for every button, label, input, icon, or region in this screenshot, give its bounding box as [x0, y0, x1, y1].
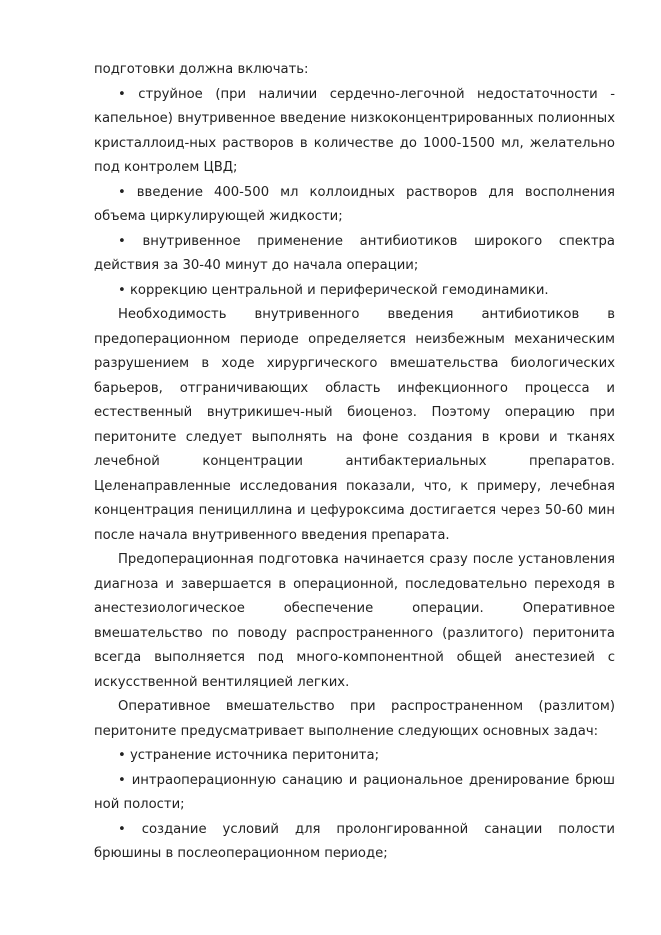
bullet-item-colloids: • введение 400-500 мл коллоидных растворов для восполнения объема циркулирующей жидкости; — [94, 184, 615, 224]
document-page — [94, 58, 615, 867]
bullet-item-source-removal: • устранение источника перитонита; — [118, 748, 380, 763]
bullet-item-antibiotics: • внутривенное применение антибиотиков широкого спектра действия за 30-40 минут до начала операции; — [94, 233, 615, 273]
paragraph-antibiotics-necessity: Необходимость внутривенного введения антибиотиков в предоперационном периоде определяется неизбежным механическим разрушением в ходе хирургического вмешательства биологических барьеров, отграничивающих область инфекционного процесса и естественный внутрикишеч-ный биоценоз. Поэтому операцию при перитоните следует выполнять на фоне создания в крови и тканях лечебной концентрации антибактериальных препаратов. Целенаправленные исследования показали, что, к примеру, лечебная концентрация пенициллина и цефуроксима достигается через 50-60 мин после начала внутривенного введения препарата. — [94, 307, 615, 543]
paragraph-preoperative-preparation: Предоперационная подготовка начинается сразу после установления диагноза и завершается в операционной, последовательно переходя в анестезиологическое обеспечение операции. Оперативное вмешательство по поводу распространенного (разлитого) перитонита всегда выполняется под много-компонентной общей анестезией с искусственной вентиляцией легких. — [94, 552, 615, 690]
bullet-item-infusion: • струйное (при наличии сердечно-легочной недостаточности - капельное) внутривенное введение низкоконцентрированных полионных кристаллоид-ных растворов в количестве до 1000-1500 мл, желательно под контролем ЦВД; — [94, 86, 615, 175]
intro-line: подготовки должна включать: — [94, 62, 309, 77]
bullet-item-sanitation: • интраоперационную санацию и рациональное дренирование брюш ной полости; — [94, 772, 615, 812]
paragraph-operative-tasks: Оперативное вмешательство при распространенном (разлитом) перитоните предусматривает выполнение следующих основных задач: — [94, 699, 615, 739]
bullet-item-prolonged-sanitation: • создание условий для пролонгированной санации полости брюшины в послеоперационном периоде; — [94, 821, 615, 861]
bullet-item-hemodynamics: • коррекцию центральной и периферической гемодинамики. — [118, 282, 549, 298]
